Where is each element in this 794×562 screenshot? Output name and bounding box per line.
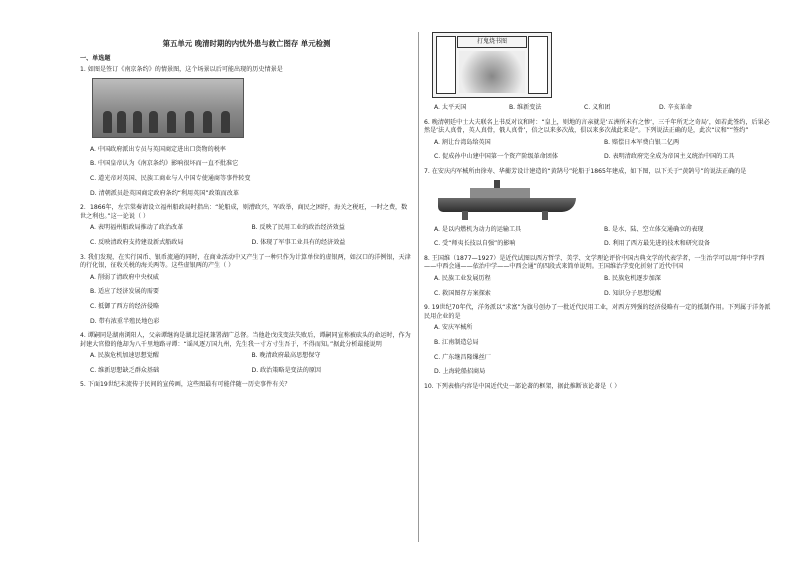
q4-option-b: B. 晚清政府最高思想保守 (251, 352, 321, 360)
question-6: 6. 晚清朝廷中士大夫联名上书反对议和时：“皇上，则地的言亲就是‘五洲所未有之惨’，三千年所无之奇局’，如若此签约，后果必然是‘法人真骨，英人真骨，俄人真骨’，倍之以来多次战，俱以来多次战此来是”。下列说法正确的是，此次“议和”“签约” (424, 118, 770, 135)
q9-option-c: C. 广东继昌隆缫丝厂 (434, 353, 491, 361)
q6-option-b: B. 赔偿日本军费白银二亿两 (604, 138, 680, 146)
q4-option-c: C. 维新思想缺乏群众基础 (90, 366, 160, 374)
q6-option-a: A. 割让台湾岛给英国 (434, 138, 491, 146)
question-2: 2．1866年，左宗棠奏请设立福州船政局时指出：“轮船成，则漕政兴，军政举，商民之困纾，海关之税旺，一时之费，数世之利也。”这一论说（ ） (80, 204, 408, 220)
q8-option-a: A. 民族工业发展历程 (434, 274, 491, 282)
question-9: 9. 19世纪70年代，洋务派以“求富”为旗号创办了一批近代民用工业，对西方列强的经济侵略有一定的抵制作用。下列属于洋务派民用企业的是 (424, 304, 771, 320)
q1-option-b: B. 中国皇帝认为《南京条约》影响很坏而一直不批准它 (90, 160, 239, 168)
q9-option-a: A. 安庆军械所 (434, 324, 473, 332)
q7-option-c: C. 受“师夷长技以自强”的影响 (434, 240, 516, 248)
question-1: 1. 如图是签订《南京条约》的情景图，这个场景以后可能出现的历史情景是 (80, 66, 283, 74)
q2-option-b: B. 反映了民用工业的政治经济效益 (251, 224, 345, 232)
section-heading: 一、单选题 (80, 54, 111, 62)
q5-option-d: D. 辛亥革命 (659, 104, 692, 111)
q1-option-a: A. 中国政府派出专员与英国商定进出口货物的税率 (90, 145, 226, 153)
q1-option-c: C. 道光帝对英国、民族工商业与人中国专使通商等事件转变 (90, 174, 251, 182)
q7-option-a: A. 是以内燃机为动力的运输工具 (434, 225, 522, 233)
q2-option-c: C. 反映清政府支持建设新式船政局 (90, 238, 184, 246)
q8-option-c: C. 救国图存方案探索 (434, 289, 491, 297)
propaganda-cartoon (432, 32, 552, 98)
q1-option-d: D. 清朝派员赴英国商定政府条约“利用英国”政策而改革 (90, 189, 239, 197)
q2-option-d: D. 体现了军事工业具有的经济效益 (251, 238, 346, 246)
question-7: 7. 在安庆内军械所由徐寿、华蘅芳设计建造的“黄鹄号”轮船于1865年建成，如下图，以下关于“黄鹄号”的说法正确的是 (424, 167, 747, 175)
question-8: 8. 王国维（1877—1927）是近代试图以西方哲学、美学、文学理论评价中国古典文学的代表学者，一生治学可以用“拜中学西——中西会通——依治中学——中西会通”的四段式来简单说明。王国维治学变化折射了近代中国 (424, 254, 765, 271)
right-column (424, 32, 774, 394)
column-divider (418, 32, 419, 542)
cartoon-title: 打鬼烧书图 (457, 36, 527, 48)
question-5: 5. 下面19世纪末流传于民间的宣传画，这些图最有可能伴随一历史事件有关？ (80, 381, 291, 389)
q9-option-d: D. 上海轮船招商局 (434, 368, 486, 376)
question-10: 10. 下列表格内容是中国近代史一部论著的框架，据此推断该论著是（ ） (424, 382, 621, 390)
q9-option-b: B. 江南制造总局 (434, 338, 479, 346)
treaty-photo (92, 78, 244, 138)
q7-option-b: B. 是水、陆、空立体交通确立的表现 (604, 225, 704, 233)
page-title: 第五单元 晚清时期的内忧外患与救亡图存 单元检测 (162, 39, 331, 48)
q5-option-b: B. 维新变法 (509, 104, 542, 111)
huanghu-steamboat-image (432, 180, 582, 220)
question-4: 4. 谭嗣同是湖南浏阳人，父亲谭继洵是湖北巡抚兼署湖广总督。当他赴戊戌变法失败后，谭嗣同宣称被砍头的命运时，作为封建大官僚的他却为八千里地路寻谭：“谣风逐万国九州，先生我一寸方寸生吾于，不得而知。”据此分析最能说明 (80, 332, 411, 348)
q4-option-d: D. 政治策略是变法的原因 (251, 366, 322, 374)
q5-option-c: C. 义和团 (584, 104, 611, 111)
left-column (80, 36, 413, 393)
q8-option-b: B. 民族危机逐步加深 (604, 274, 661, 282)
q4-option-a: A. 民族危机加速思想觉醒 (90, 352, 159, 360)
q3-option-c: C. 抵御了西方的经济侵略 (90, 302, 160, 310)
question-3: 3. 我们发现，在实行国币、银币流通的同时，在商业活动中又产生了一种只作为计算单位的虚银两，如汉口的洋例银，天津的行化银，征收关税的海关两等。这些虚银两的产生（ ） (80, 253, 411, 270)
q3-option-d: D. 带有浓重半殖民地色彩 (90, 317, 160, 325)
q8-option-d: D. 知识分子思想觉醒 (604, 289, 662, 297)
q3-option-b: B. 适应了经济发展的需要 (90, 288, 159, 296)
q6-option-c: C. 促成孙中山建中国第一个资产阶级革命团体 (434, 153, 558, 161)
q3-option-a: A. 削弱了清政府中央权威 (90, 273, 159, 281)
q7-option-d: D. 利用了西方最先进的技术和研究设备 (604, 240, 711, 248)
q5-option-a: A. 太平天国 (434, 104, 467, 111)
q2-option-a: A. 表明福州船政局推动了政治改革 (90, 224, 184, 232)
q6-option-d: D. 表明清政府完全成为帝国主义统治中国的工具 (604, 153, 735, 161)
